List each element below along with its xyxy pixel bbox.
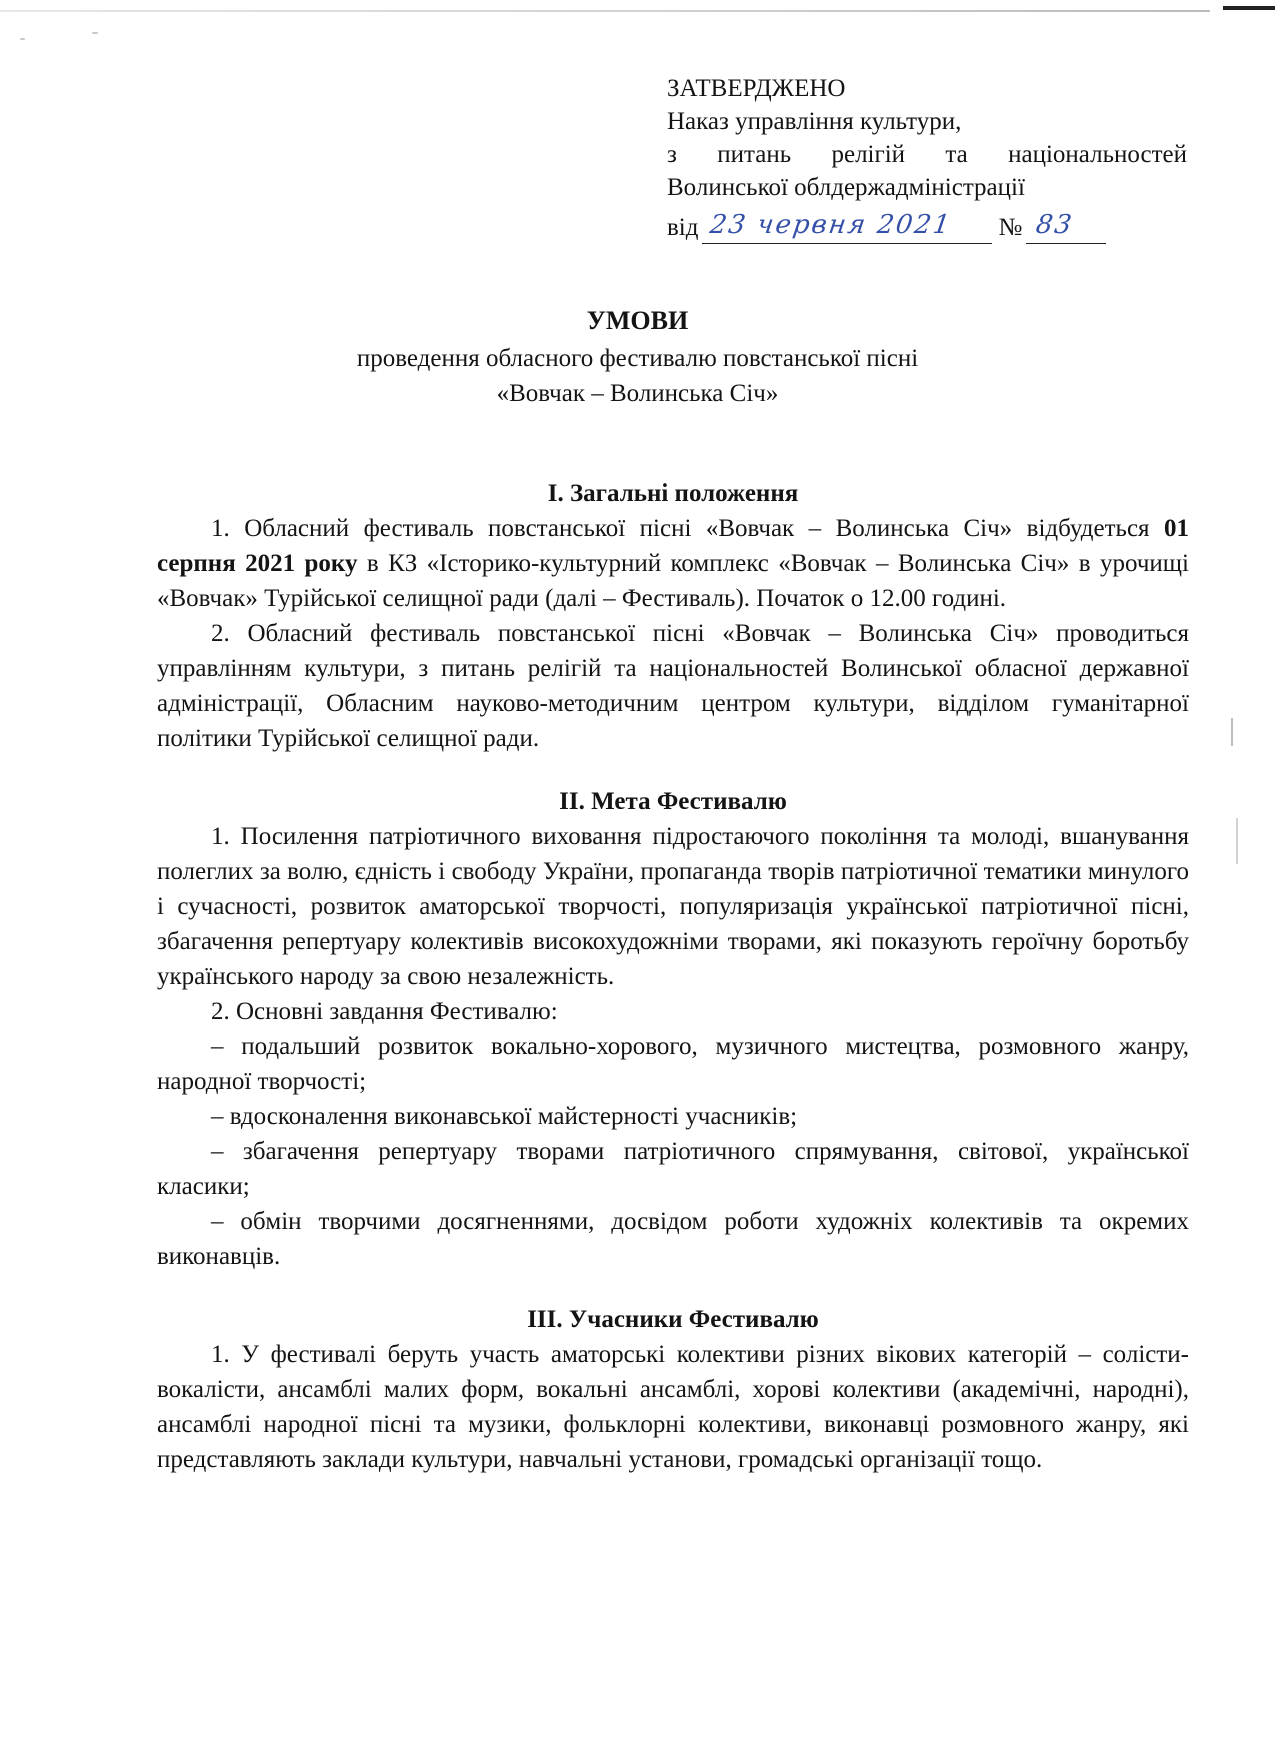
section-2-bullet-3: – збагачення репертуару творами патріотичного спрямування, світової, української класики; (157, 1138, 1189, 1200)
document-subtitle-2: «Вовчак – Волинська Січ» (496, 380, 779, 407)
approval-block (667, 72, 1187, 244)
approval-order-line-2: з питань релігій та національностей (667, 141, 1187, 168)
section-3-paragraph-1: 1. У фестивалі беруть участь аматорські колективи різних вікових категорій – солісти-вокалісти, ансамблі малих форм, вокальні ансамблі, хорові колективи (академічні, народні), ансамблі народної пісні та музики, фольклорні колективи, виконавці розмовного жанру, які представляють заклади культури, навчальні установи, громадські організації тощо. (157, 1341, 1189, 1473)
scan-mark (1223, 6, 1275, 10)
handwritten-number: 83 (1034, 210, 1076, 240)
date-prefix: від (667, 214, 699, 241)
document-body (157, 476, 1189, 1477)
approval-order-line-3: Волинської облдержадміністрації (667, 174, 1025, 201)
handwritten-date: 23 червня 2021 (708, 210, 955, 240)
scan-line (1236, 818, 1238, 864)
document-title: УМОВИ (586, 306, 689, 335)
section-2-bullet-2: – вдосконалення виконавської майстерності учасників; (211, 1103, 798, 1130)
section-2-paragraph-1: 1. Посилення патріотичного виховання підростаючого покоління та молоді, вшанування полеглих за волю, єдність і свободу України, пропаганда творів патріотичної тематики минулого і сучасності, розвиток аматорської творчості, популяризація української патріотичної пісні, збагачення репертуару колективів високохудожніми творами, які показують героїчну боротьбу українського народу за свою незалежність. (157, 823, 1189, 990)
number-prefix: № (998, 214, 1023, 241)
section-2-heading: ІІ. Мета Фестивалю (559, 788, 787, 815)
number-blank (1026, 210, 1106, 244)
document-subtitle-1: проведення обласного фестивалю повстанської пісні (356, 345, 919, 372)
section-1-p1-date: 01 серпня 2021 року (157, 515, 1189, 577)
section-1-paragraph-2: 2. Обласний фестиваль повстанської пісні «Вовчак – Волинська Січ» проводиться управлінням культури, з питань релігій та національностей Волинської обласної державної адміністрації, Обласним науково-методичним центром культури, відділом гуманітарної політики Турійської селищної ради. (157, 620, 1189, 752)
section-2-bullet-1: – подальший розвиток вокально-хорового, музичного мистецтва, розмовного жанру, народної творчості; (157, 1033, 1189, 1095)
section-1-p1-text-a: 1. Обласний фестиваль повстанської пісні «Вовчак – Волинська Січ» відбудеться (211, 515, 1164, 542)
approval-date-number-line (667, 204, 1187, 244)
section-1-paragraph-1 (157, 511, 1189, 616)
approval-stamp-word: ЗАТВЕРДЖЕНО (667, 75, 846, 102)
section-3-heading: ІІІ. Учасники Фестивалю (527, 1306, 819, 1333)
scan-edge (0, 10, 1210, 12)
approval-order-line-1: Наказ управління культури, (667, 108, 962, 135)
section-1-heading: І. Загальні положення (547, 480, 799, 507)
scan-speck (92, 32, 98, 34)
section-1-p1-text-b: в КЗ «Історико-культурний комплекс «Вовчак – Волинська Січ» в урочищі «Вовчак» Турійської селищної ради (далі – Фестиваль). Початок о 12.00 годині. (157, 550, 1189, 612)
scan-line (1231, 718, 1233, 746)
section-2-bullet-4: – обмін творчими досягненнями, досвідом роботи художніх колективів та окремих виконавців. (157, 1208, 1189, 1270)
section-2-paragraph-2: 2. Основні завдання Фестивалю: (211, 998, 558, 1025)
scan-speck (20, 38, 25, 40)
date-blank (702, 210, 992, 244)
